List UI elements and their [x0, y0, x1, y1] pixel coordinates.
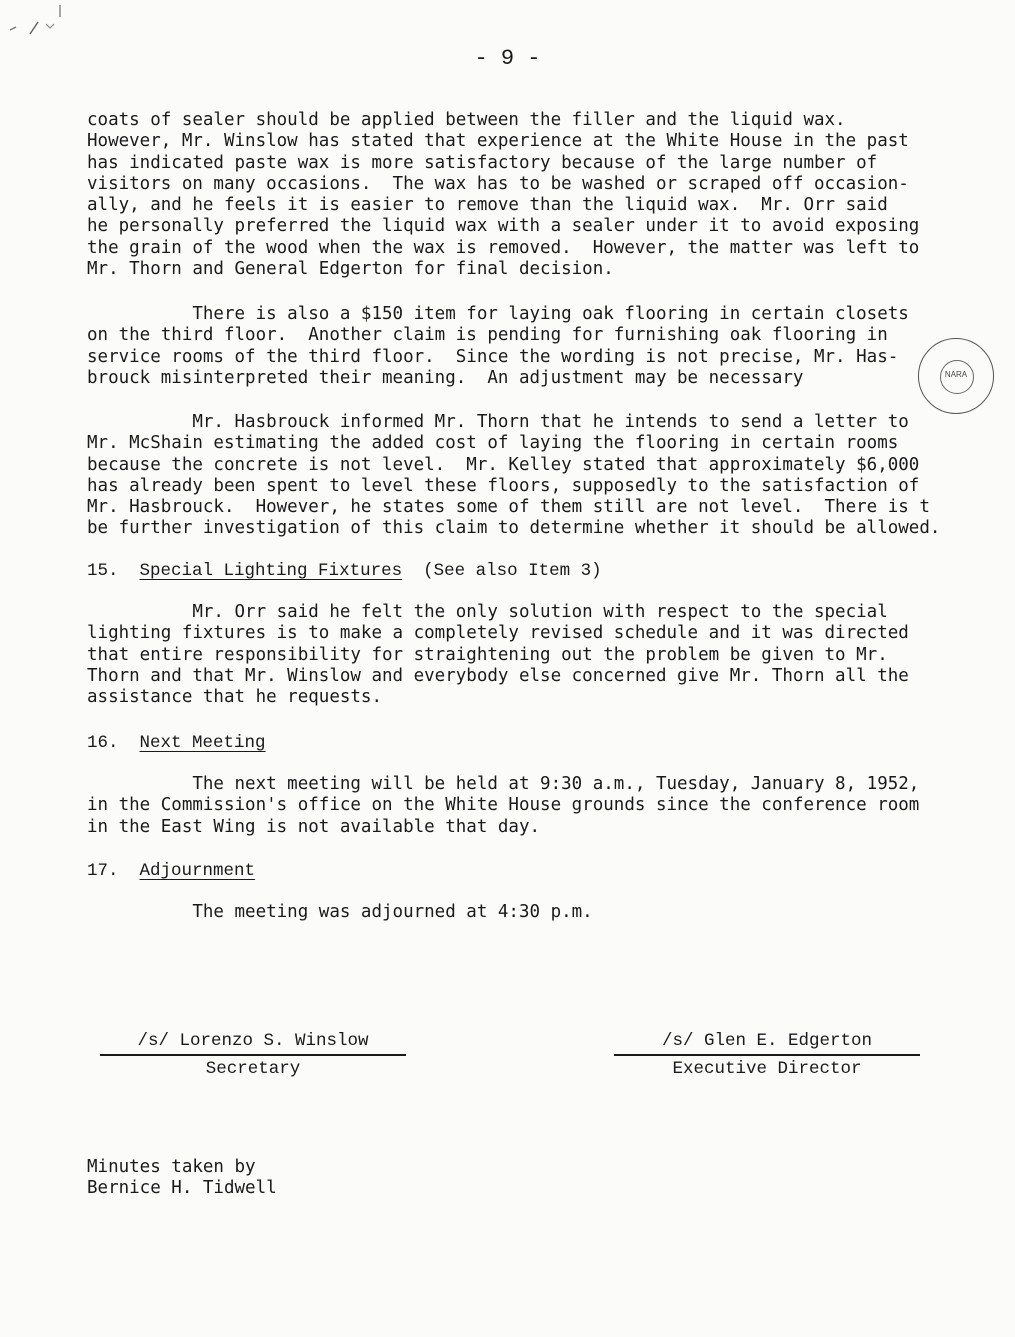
paragraph-concrete-level: Mr. Hasbrouck informed Mr. Thorn that he intends to send a letter to Mr. McShain estimating the added cost of laying the flooring in certain rooms because the concrete is not level. Mr. Kelley stated that approximately $6,000 has already been spent to level these floors, supposedly to the satisfaction of Mr. Hasbrouck. However, he states some of them still are not level. There is t be further investigation of this claim to determine whether it should be allowed.: [87, 412, 941, 539]
section-number: 16.: [87, 733, 119, 753]
minutes-taken-by: Minutes taken by Bernice H. Tidwell: [87, 1156, 277, 1198]
paragraph-next-meeting: The next meeting will be held at 9:30 a.m., Tuesday, January 8, 1952, in the Commission's office on the White House grounds since the conference room in the East Wing is not available that day.: [87, 774, 920, 837]
signature-block-secretary: [100, 1030, 406, 1080]
section-15-heading: [87, 560, 602, 582]
paragraph-oak-flooring: There is also a $150 item for laying oak flooring in certain closets on the third floor. Another claim is pending for furnishing oak flooring in service rooms of the third floor. Since the wording is not precise, Mr. Has- brouck misinterpreted their meaning. An adjustment may be necessary: [87, 304, 909, 388]
paragraph-lighting-fixtures: Mr. Orr said he felt the only solution with respect to the special lighting fixtures is to make a completely revised schedule and it was directed that entire responsibility for straightening out the problem be given to Mr. Thorn and that Mr. Winslow and everybody else concerned give Mr. Thorn all the assistance that he requests.: [87, 602, 909, 708]
section-16-heading: [87, 732, 266, 754]
stamp-label: NARA: [944, 370, 968, 379]
signature-name: /s/ Lorenzo S. Winslow: [100, 1030, 406, 1056]
paragraph-adjournment: The meeting was adjourned at 4:30 p.m.: [87, 902, 593, 922]
section-title: Special Lighting Fixtures: [139, 561, 403, 581]
archive-stamp: [918, 338, 994, 414]
section-number: 17.: [87, 861, 119, 881]
signature-block-executive-director: [614, 1030, 920, 1080]
section-title: Next Meeting: [139, 733, 266, 753]
section-note: (See also Item 3): [423, 561, 602, 581]
signature-role: Executive Director: [672, 1059, 862, 1079]
signature-role: Secretary: [205, 1059, 301, 1079]
paragraph-wax-finish: coats of sealer should be applied between the filler and the liquid wax. However, Mr. Winslow has stated that experience at the White House in the past has indicated paste wax is more satisfactory because of the large number of visitors on many occasions. The wax has to be washed or scraped off occasion- ally, and he feels it is easier to remove than the liquid wax. Mr. Orr said he personally preferred the liquid wax with a sealer under it to avoid exposing the grain of the wood when the wax is removed. However, the matter was left to Mr. Thorn and General Edgerton for final decision.: [87, 110, 920, 280]
signature-name: /s/ Glen E. Edgerton: [614, 1030, 920, 1056]
page-number: - 9 -: [474, 46, 541, 71]
section-number: 15.: [87, 561, 119, 581]
section-title: Adjournment: [139, 861, 256, 881]
section-17-heading: [87, 860, 255, 882]
corner-pencil-marks: [2, 0, 82, 44]
